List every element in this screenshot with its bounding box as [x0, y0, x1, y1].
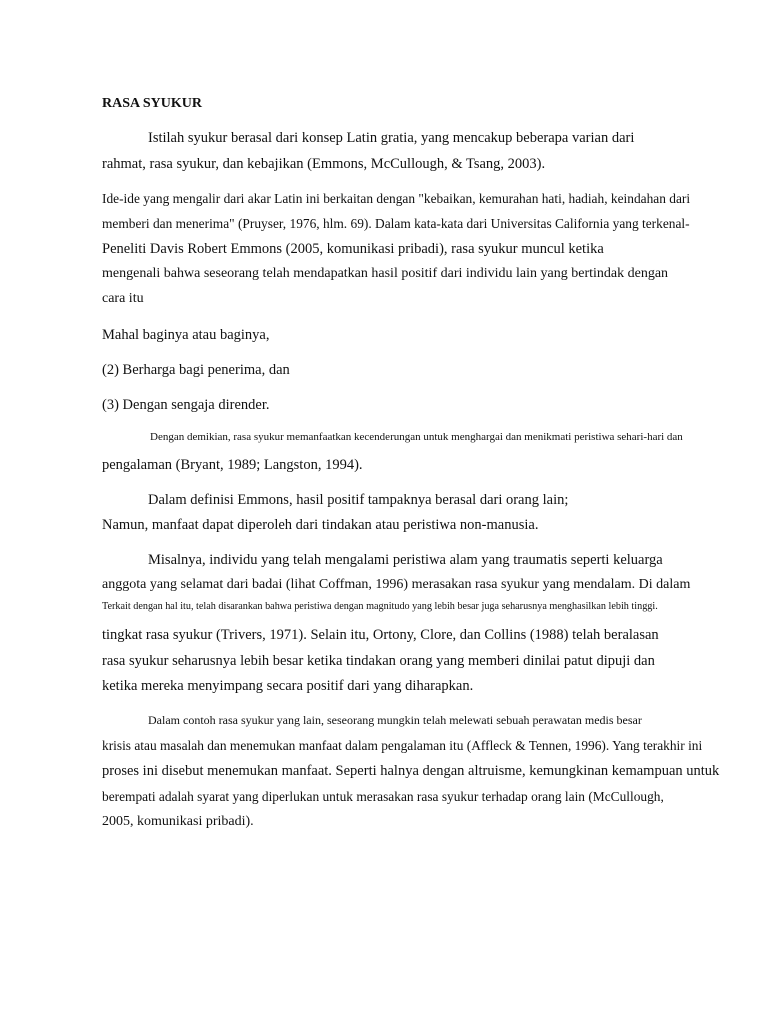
text-line: memberi dan menerima" (Pruyser, 1976, hlm. 69). Dalam kata-kata dari Universitas California yang terkenal- — [102, 216, 690, 231]
text-line: anggota yang selamat dari badai (lihat Coffman, 1996) merasakan rasa syukur yang mendalam. Di dalam — [102, 577, 691, 592]
text-line: rahmat, rasa syukur, dan kebajikan (Emmons, McCullough, & Tsang, 2003). — [102, 156, 546, 172]
text-line: (3) Dengan sengaja dirender. — [102, 397, 270, 413]
text-line: Terkait dengan hal itu, telah disarankan bahwa peristiwa dengan magnitudo yang lebih besar juga seharusnya menghasilkan lebih tinggi. — [102, 601, 658, 612]
text-line: ketika mereka menyimpang secara positif dari yang diharapkan. — [102, 678, 474, 694]
text-line: Dalam contoh rasa syukur yang lain, seseorang mungkin telah melewati sebuah perawatan medis besar — [148, 713, 642, 727]
text-line: Dengan demikian, rasa syukur memanfaatkan kecenderungan untuk menghargai dan menikmati peristiwa sehari-hari dan — [150, 431, 683, 443]
text-line: Dalam definisi Emmons, hasil positif tampaknya berasal dari orang lain; — [148, 492, 569, 508]
text-line: Mahal baginya atau baginya, — [102, 327, 270, 343]
text-line: Ide-ide yang mengalir dari akar Latin ini berkaitan dengan "kebaikan, kemurahan hati, hadiah, keindahan dari — [102, 191, 691, 206]
text-line: Misalnya, individu yang telah mengalami peristiwa alam yang traumatis seperti keluarga — [148, 552, 663, 568]
text-line: Peneliti Davis Robert Emmons (2005, komunikasi pribadi), rasa syukur muncul ketika — [102, 241, 604, 257]
text-line: berempati adalah syarat yang diperlukan untuk merasakan rasa syukur terhadap orang lain (McCullough, — [102, 789, 664, 804]
text-line: cara itu — [102, 291, 144, 306]
text-line: krisis atau masalah dan menemukan manfaat dalam pengalaman itu (Affleck & Tennen, 1996). Yang terakhir ini — [102, 738, 703, 753]
text-line: tingkat rasa syukur (Trivers, 1971). Selain itu, Ortony, Clore, dan Collins (1988) telah beralasan — [102, 627, 659, 643]
text-line: 2005, komunikasi pribadi). — [102, 814, 254, 829]
text-line: pengalaman (Bryant, 1989; Langston, 1994). — [102, 457, 363, 473]
text-line: proses ini disebut menemukan manfaat. Seperti halnya dengan altruisme, kemungkinan kemampuan untuk — [102, 763, 720, 779]
text-line: rasa syukur seharusnya lebih besar ketika tindakan orang yang memberi dinilai patut dipuji dan — [102, 653, 655, 669]
text-line: (2) Berharga bagi penerima, dan — [102, 362, 290, 378]
text-line: mengenali bahwa seseorang telah mendapatkan hasil positif dari individu lain yang bertindak dengan — [102, 266, 669, 281]
text-line: Namun, manfaat dapat diperoleh dari tindakan atau peristiwa non-manusia. — [102, 517, 539, 533]
text-line: Istilah syukur berasal dari konsep Latin gratia, yang mencakup beberapa varian dari — [148, 130, 635, 146]
document-title: RASA SYUKUR — [102, 96, 202, 111]
